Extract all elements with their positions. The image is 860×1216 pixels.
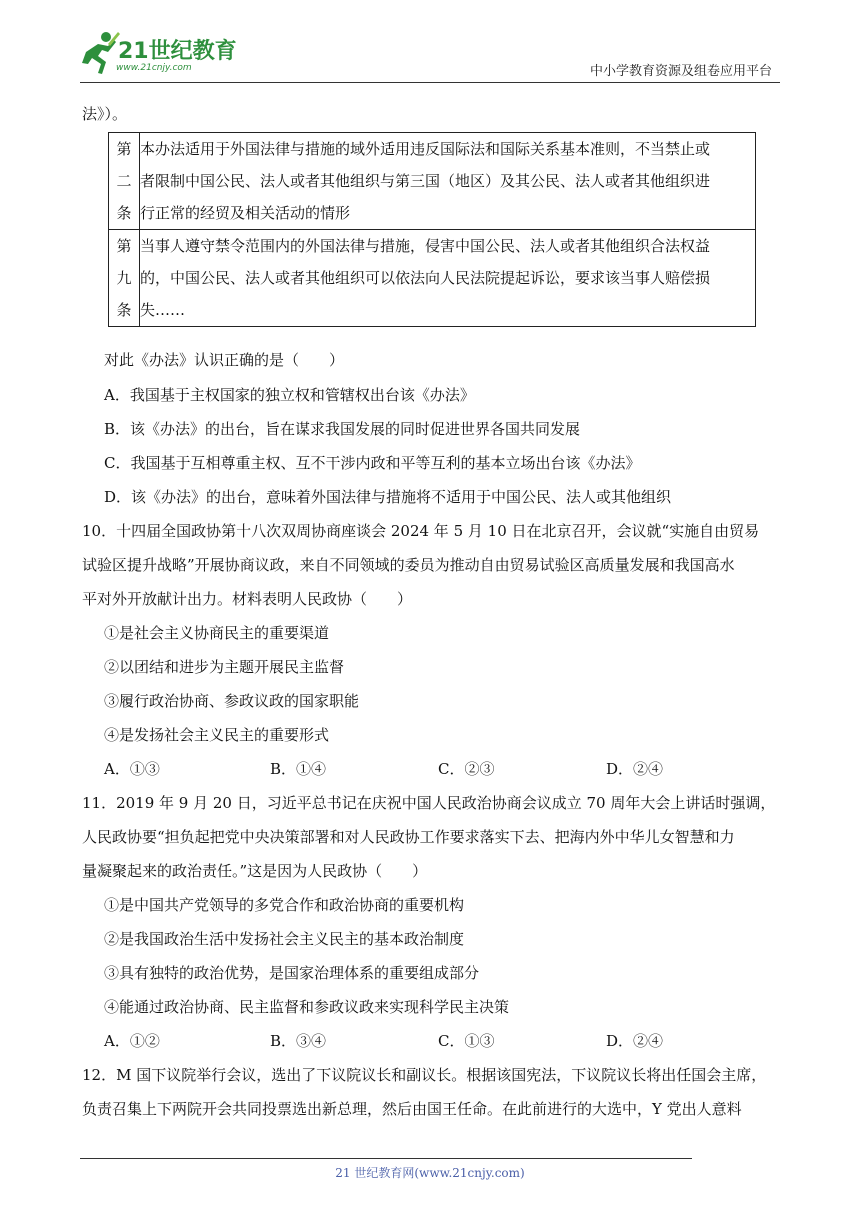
article-text: 本办法适用于外国法律与措施的域外适用违反国际法和国际关系基本准则，不当禁止或 者限制中国公民、法人或者其他组织与第三国（地区）及其公民、法人或者其他组织进 行正常的经贸及相关活动的情形 xyxy=(140,133,756,230)
page-header xyxy=(0,0,860,84)
q9-option-a: A．我国基于主权国家的独立权和管辖权出台该《办法》 xyxy=(104,386,475,404)
table-row xyxy=(109,230,756,327)
article-cell: 第 二 条 xyxy=(109,133,140,230)
q11-item-1: ①是中国共产党领导的多党合作和政治协商的重要机构 xyxy=(104,896,465,914)
q12-line-2: 负责召集上下两院开会共同投票选出新总理，然后由国王任命。在此前进行的大选中，Y 党出人意料 xyxy=(82,1100,742,1118)
law-table xyxy=(108,132,756,327)
q10-choice-d: D．②④ xyxy=(606,760,664,778)
q10-item-2: ②以团结和进步为主题开展民主监督 xyxy=(104,658,345,676)
q11-line-2: 人民政协要“担负起把党中央决策部署和对人民政协工作要求落实下去、把海内外中华儿女智慧和力 xyxy=(82,828,735,846)
runner-logo-icon xyxy=(80,30,120,76)
q11-item-4: ④能通过政治协商、民主监督和参政议政来实现科学民主决策 xyxy=(104,998,510,1016)
q11-line-1: 11．2019 年 9 月 20 日，习近平总书记在庆祝中国人民政治协商会议成立 70 周年大会上讲话时强调， xyxy=(82,794,776,812)
q10-choice-b: B．①④ xyxy=(270,760,327,778)
q12-line-1: 12．M 国下议院举行会议，选出了下议院议长和副议长。根据该国宪法，下议院议长将出任国会主席， xyxy=(82,1066,767,1084)
q11-line-3: 量凝聚起来的政治责任。”这是因为人民政协（ ） xyxy=(82,862,428,880)
q10-line-1: 10．十四届全国政协第十八次双周协商座谈会 2024 年 5 月 10 日在北京召开，会议就“实施自由贸易 xyxy=(82,522,760,540)
q9-option-c: C．我国基于互相尊重主权、互不干涉内政和平等互利的基本立场出台该《办法》 xyxy=(104,454,641,472)
article-text: 当事人遵守禁令范围内的外国法律与措施，侵害中国公民、法人或者其他组织合法权益 的，中国公民、法人或者其他组织可以依法向人民法院提起诉讼，要求该当事人赔偿损 失…… xyxy=(140,230,756,327)
q9-stem: 对此《办法》认识正确的是（ ） xyxy=(104,351,345,369)
article-cell: 第 九 条 xyxy=(109,230,140,327)
q11-choice-c: C．①③ xyxy=(438,1032,495,1050)
q10-choice-c: C．②③ xyxy=(438,760,495,778)
q10-item-3: ③履行政治协商、参政议政的国家职能 xyxy=(104,692,360,710)
q11-item-2: ②是我国政治生活中发扬社会主义民主的基本政治制度 xyxy=(104,930,465,948)
footer-divider xyxy=(80,1158,692,1159)
q11-choice-b: B．③④ xyxy=(270,1032,327,1050)
q10-line-2: 试验区提升战略”开展协商议政，来自不同领域的委员为推动自由贸易试验区高质量发展和我国高水 xyxy=(82,556,735,574)
platform-label: 中小学教育资源及组卷应用平台 xyxy=(589,64,772,79)
q10-item-4: ④是发扬社会主义民主的重要形式 xyxy=(104,726,330,744)
logo-url: www.21cnjy.com xyxy=(116,63,192,73)
header-divider xyxy=(80,82,780,83)
q11-item-3: ③具有独特的政治优势，是国家治理体系的重要组成部分 xyxy=(104,964,480,982)
logo-wordmark: 21世纪教育 xyxy=(118,39,237,64)
footer-text: 21 世纪教育网(www.21cnjy.com) xyxy=(335,1166,525,1180)
q11-choice-a: A．①② xyxy=(104,1032,160,1050)
q11-choice-d: D．②④ xyxy=(606,1032,664,1050)
q10-line-3: 平对外开放献计出力。材料表明人民政协（ ） xyxy=(82,590,413,608)
q10-item-1: ①是社会主义协商民主的重要渠道 xyxy=(104,624,330,642)
q9-option-d: D．该《办法》的出台，意味着外国法律与措施将不适用于中国公民、法人或其他组织 xyxy=(104,488,672,506)
intro-tail: 法》）。 xyxy=(82,105,128,123)
q9-option-b: B．该《办法》的出台，旨在谋求我国发展的同时促进世界各国共同发展 xyxy=(104,420,581,438)
q10-choice-a: A．①③ xyxy=(104,760,160,778)
table-row xyxy=(109,133,756,230)
